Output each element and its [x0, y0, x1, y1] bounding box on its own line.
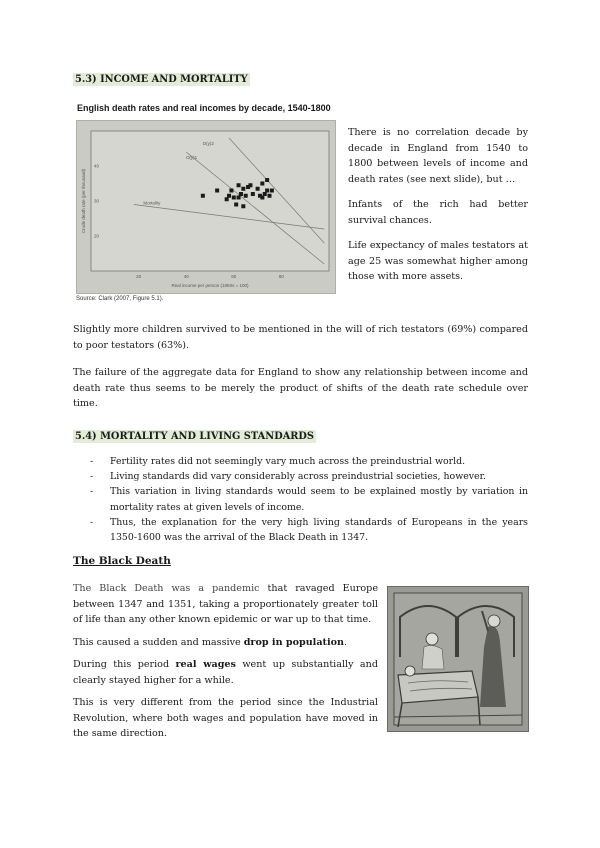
p2-end: .	[344, 636, 348, 648]
data-point	[241, 187, 245, 191]
data-point	[265, 178, 269, 182]
bullet-list	[90, 454, 528, 545]
data-point	[232, 196, 236, 200]
section-heading-mortality-living	[73, 430, 316, 443]
data-point	[265, 189, 269, 193]
pandemic-phrase: The Black Death was a pandemic	[73, 583, 260, 594]
bullet-marker: -	[90, 486, 94, 498]
real-wages: real wages	[175, 659, 236, 670]
x-tick-label: 40	[183, 274, 189, 279]
black-death-paragraph-3	[73, 657, 378, 688]
plot-area	[91, 131, 329, 271]
data-point	[244, 194, 248, 198]
list-item	[90, 484, 528, 514]
bullet-text: Living standards did vary considerably across preindustrial societies, however.	[110, 471, 487, 483]
paragraph-children-survival: Slightly more children survived to be mentioned in the will of rich testators (69%) compared to poor testators (63%).	[73, 324, 528, 351]
list-item	[90, 469, 528, 484]
black-death-paragraph-1	[73, 581, 378, 628]
x-axis-label: Real income per person (1860s = 100)	[171, 283, 249, 288]
plague-illustration-image	[388, 587, 528, 731]
side-paragraph-1: There is no correlation decade by decade in England from 1540 to 1800 between levels of income and death rates (see next slide), but …	[348, 127, 528, 185]
data-point	[225, 197, 229, 201]
side-text-column	[348, 125, 528, 285]
scatter-chart	[77, 121, 335, 293]
medieval-illustration	[387, 586, 529, 732]
bullet-marker: -	[90, 471, 94, 483]
curve-label: D(y)1	[186, 155, 198, 160]
x-tick-label: 60	[231, 274, 237, 279]
data-point	[251, 192, 255, 196]
heading-text: 5.4) MORTALITY AND LIVING STANDARDS	[75, 431, 315, 442]
x-tick-label: 20	[136, 274, 142, 279]
drop-in-population: drop in population	[243, 636, 344, 648]
black-death-paragraph-2	[73, 635, 378, 651]
section-heading-income-mortality	[73, 73, 250, 86]
list-item	[90, 454, 528, 469]
black-death-paragraph-4: This is very different from the period since the Industrial Revolution, where both wages and population have moved in the same direction.	[73, 697, 378, 739]
p3-end: went up substantially and clearly stayed higher for a while.	[73, 659, 378, 686]
data-point	[237, 196, 241, 200]
figure-title: English death rates and real incomes by decade, 1540-1800	[77, 103, 331, 113]
y-tick-label: 20	[94, 233, 100, 239]
paragraph-aggregate-data: The failure of the aggregate data for England to show any relationship between income and death rate thus seems to be merely the product of shifts of the death rate schedule over time.	[73, 367, 528, 409]
bullet-text: Thus, the explanation for the very high living standards of Europeans in the years 1350-1600 was the arrival of the Black Death in 1347.	[110, 516, 528, 544]
data-point	[241, 204, 245, 208]
data-point	[215, 189, 219, 193]
curve-label: D(y)2	[202, 141, 214, 146]
p3-start: During this period	[73, 659, 176, 670]
data-point	[263, 192, 267, 196]
list-item	[90, 515, 528, 545]
p1-rest: that ravaged Europe between 1347 and 1351, taking a proportionately greater toll of life than any other known epidemic or war up to that time.	[73, 583, 378, 625]
data-point	[227, 194, 231, 198]
figure-source: Source: Clark (2007, Figure 5.1).	[76, 296, 164, 302]
curve-label: Mortality	[143, 200, 161, 206]
data-point	[248, 183, 252, 187]
bullet-text: This variation in living standards would seem to be explained mostly by variation in mortality rates at given levels of income.	[110, 486, 528, 513]
bullet-marker: -	[90, 516, 94, 528]
data-point	[260, 182, 264, 186]
data-point	[256, 187, 260, 191]
data-point	[237, 183, 241, 187]
data-point	[270, 189, 274, 193]
data-point	[260, 196, 264, 200]
data-point	[268, 194, 272, 198]
y-tick-label: 30	[94, 198, 100, 204]
y-tick-label: 40	[94, 163, 100, 169]
bullet-text: Fertility rates did not seemingly vary much across the preindustrial world.	[110, 456, 466, 467]
scatter-chart-figure	[76, 120, 336, 294]
black-death-heading: The Black Death	[73, 555, 171, 567]
data-point	[229, 189, 233, 193]
data-point	[234, 203, 238, 207]
bullet-marker: -	[90, 456, 94, 467]
heading-text: 5.3) INCOME AND MORTALITY	[75, 74, 248, 85]
side-paragraph-3: Life expectancy of males testators at age 25 was somewhat higher among those with more assets.	[348, 240, 528, 282]
data-point	[239, 192, 243, 196]
p2-start: This caused a sudden and massive	[73, 636, 244, 648]
data-point	[201, 194, 205, 198]
side-paragraph-2: Infants of the rich had better survival chances.	[348, 199, 528, 226]
y-axis-label: Crude death rate (per thousand)	[81, 168, 86, 234]
x-tick-label: 80	[278, 274, 284, 279]
black-death-text	[73, 581, 378, 742]
